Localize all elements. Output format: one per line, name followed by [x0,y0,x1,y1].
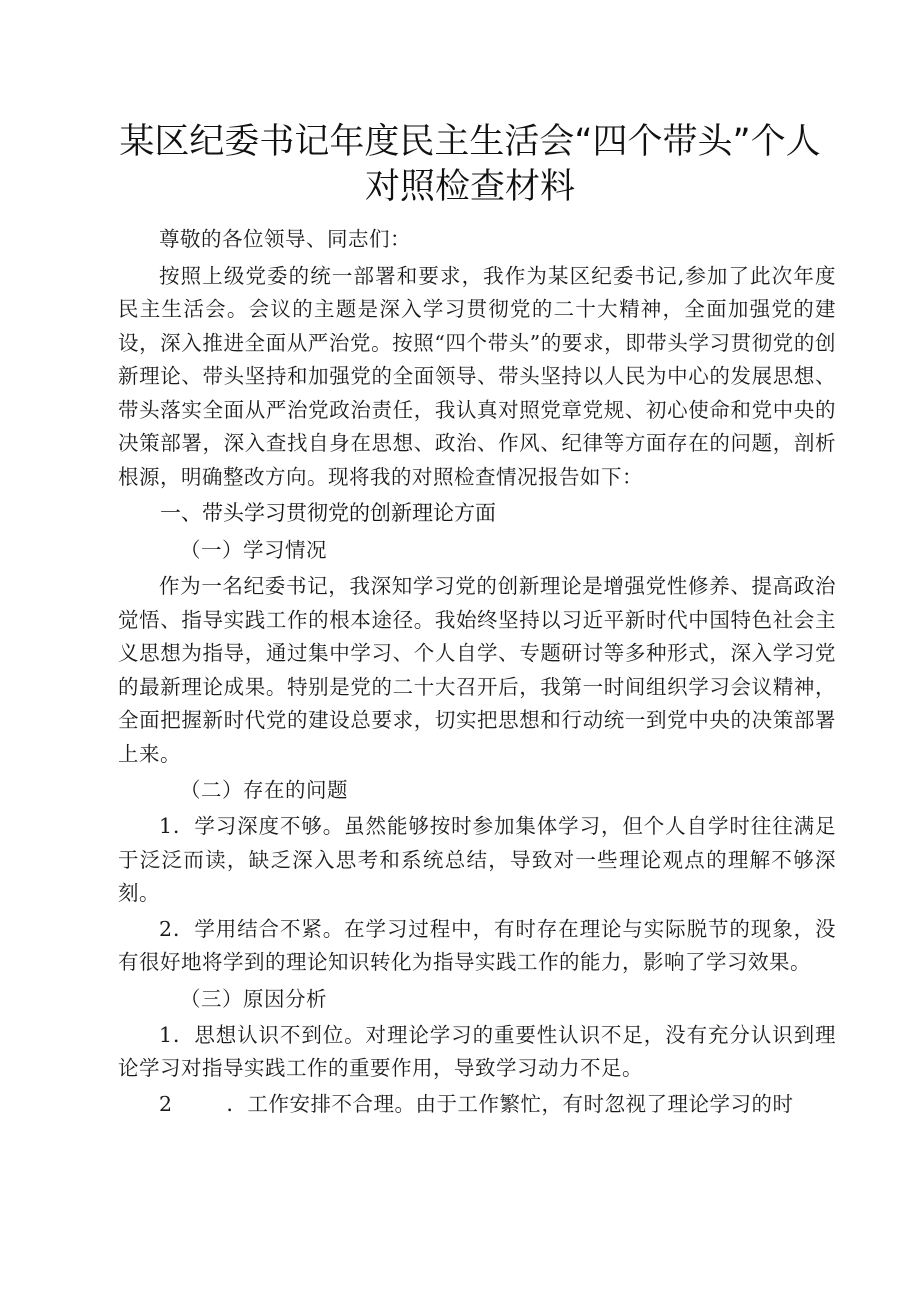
salutation: 尊敬的各位领导、同志们： [159,227,411,251]
subsection-heading-causes: （三）原因分析 [180,986,327,1011]
cause-item-2-number: 2 [159,1091,173,1116]
document-body [118,223,836,1121]
cause-item-2 [118,1088,836,1122]
subsection-heading-problems: （二）存在的问题 [180,778,348,802]
subsection-heading-study: （一）学习情况 [180,538,327,562]
problem-item-2: 2．学用结合不紧。在学习过程中，有时存在理论与实际脱节的现象，没有很好地将学到的理论知识转化为指导实践工作的能力，影响了学习效果。 [118,916,836,974]
problem-item-1: 1．学习深度不够。虽然能够按时参加集体学习，但个人自学时往往满足于泛泛而读，缺乏深入思考和系统总结，导致对一些理论观点的理解不够深刻。 [118,814,836,905]
cause-item-2-text: ．工作安排不合理。由于工作繁忙，有时忽视了理论学习的时 [226,1091,794,1116]
cause-item-1: 1．思想认识不到位。对理论学习的重要性认识不足，没有充分认识到理论学习对指导实践工作的重要作用，导致学习动力不足。 [118,1022,836,1080]
section-heading-1: 一、带头学习贯彻党的创新理论方面 [160,501,496,525]
intro-paragraph: 按照上级党委的统一部署和要求，我作为某区纪委书记,参加了此次年度民主生活会。会议的主题是深入学习贯彻党的二十大精神，全面加强党的建设，深入推进全面从严治党。按照“四个带头”的要求，即带头学习贯彻党的创新理论、带头坚持和加强党的全面领导、带头坚持以人民为中心的发展思想、带头落实全面从严治党政治责任，我认真对照党章党规、初心使命和党中央的决策部署，深入查找自身在思想、政治、作风、纪律等方面存在的问题，剖析根源，明确整改方向。现将我的对照检查情况报告如下： [118,263,836,489]
document-title: 某区纪委书记年度民主生活会“四个带头”个人对照检查材料 [119,122,821,207]
study-paragraph: 作为一名纪委书记，我深知学习党的创新理论是增强党性修养、提高政治觉悟、指导实践工作的根本途径。我始终坚持以习近平新时代中国特色社会主义思想为指导，通过集中学习、个人自学、专题研讨等多种形式，深入学习党的最新理论成果。特别是党的二十大召开后，我第一时间组织学习会议精神，全面把握新时代党的建设总要求，切实把思想和行动统一到党中央的决策部署上来。 [118,574,836,766]
